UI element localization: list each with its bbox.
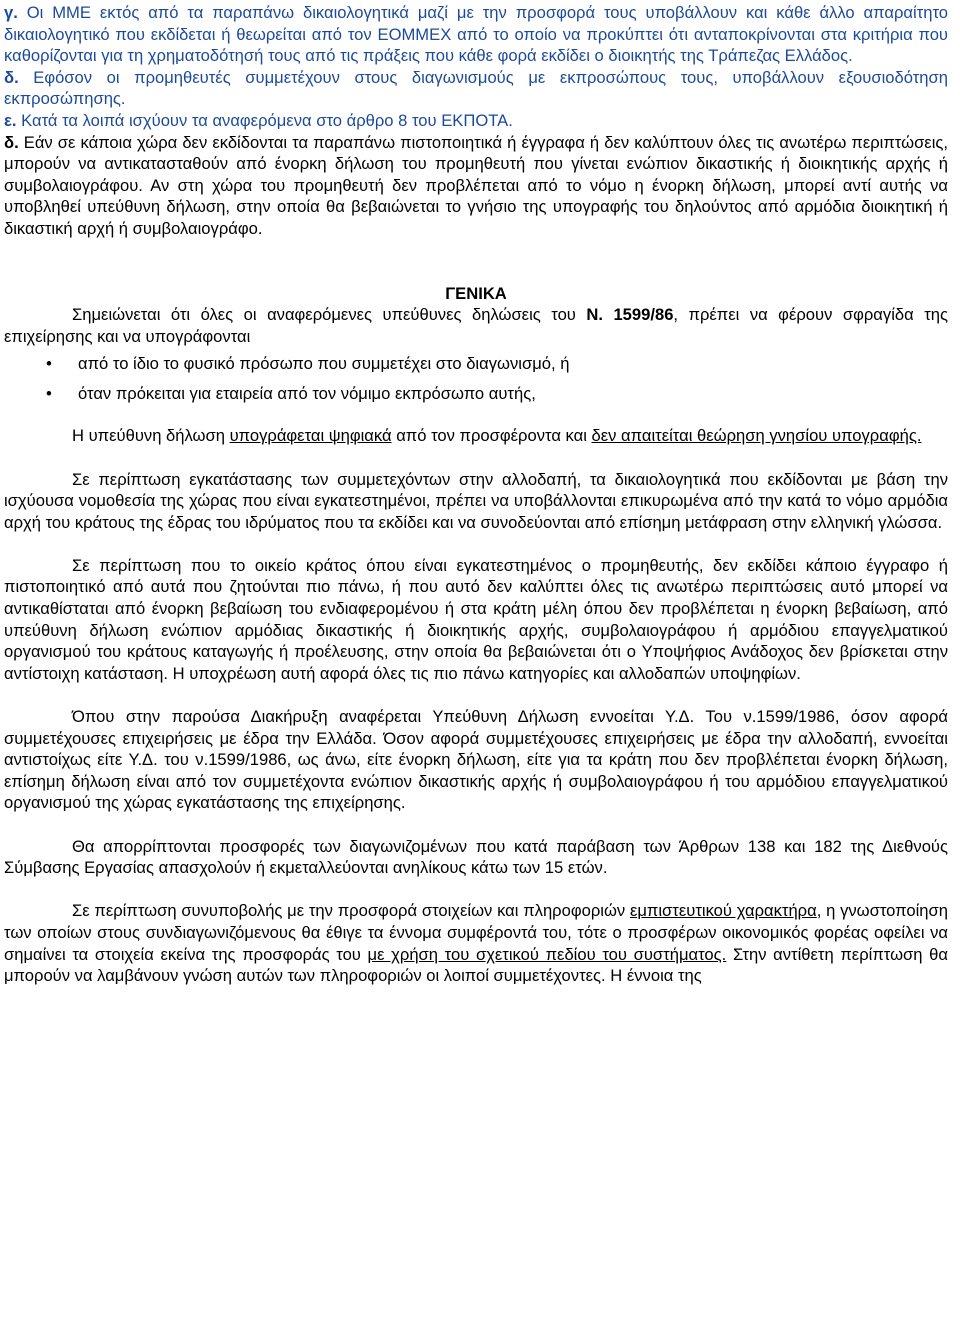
confidential-emphasis: εμπιστευτικού χαρακτήρα bbox=[629, 901, 817, 921]
bullet-icon: • bbox=[46, 354, 52, 374]
paragraph-child-labour: Θα απορρίπτονται προσφορές των διαγωνιζομένων που κατά παράβαση των Άρθρων 138 και 182 της Διεθνούς Σύμβασης Εργασίας απασχολούν ή εκμεταλλεύονται ανηλίκους κάτω των 15 ετών. bbox=[4, 836, 948, 878]
paragraph-gamma-text: Οι ΜΜΕ εκτός από τα παραπάνω δικαιολογητικά μαζί με την προσφορά τους υποβάλλουν και κάθε άλλο απαραίτητο δικαιολογητικό που εκδίδεται ή θεωρείται από τον ΕΟΜΜΕΧ από το οποίο να προκύπτει ότι ανταποκρίνονται στα κριτήρια που καθορίζονται για τη χρηματοδότησή τους από τις πράξεις που κάθε φορά εκδίδει ο διοικητής της Τράπεζας Ελλάδος. bbox=[4, 3, 948, 66]
paragraph-delta-representatives bbox=[4, 67, 948, 110]
item-label-gamma: γ. bbox=[4, 3, 18, 22]
item-label-delta-2: δ. bbox=[4, 132, 19, 152]
paragraph-epsilon bbox=[4, 110, 948, 132]
general-intro bbox=[4, 304, 948, 347]
paragraph-delta-sworn-statement bbox=[4, 132, 948, 240]
system-field-emphasis: με χρήση του σχετικού πεδίου του συστήματος. bbox=[367, 944, 727, 964]
law-abbrev: Ν. bbox=[586, 305, 603, 325]
section-heading-general: ΓΕΝΙΚΑ bbox=[445, 283, 507, 303]
law-space bbox=[603, 305, 613, 324]
general-intro-text: Σημειώνεται ότι όλες οι αναφερόμενες υπεύθυνες δηλώσεις του bbox=[72, 305, 587, 325]
no-authentication-emphasis: δεν απαιτείται θεώρηση γνησίου υπογραφής. bbox=[591, 426, 922, 446]
paragraph-confidential-info bbox=[4, 900, 948, 986]
list-item bbox=[4, 383, 948, 413]
list-item-text: από το ίδιο το φυσικό πρόσωπο που συμμετέχει στο διαγωνισμό, ή bbox=[78, 354, 570, 374]
signatory-list bbox=[4, 353, 948, 413]
paragraph-missing-documents: Σε περίπτωση που το οικείο κράτος όπου είναι εγκατεστημένος ο προμηθευτής, δεν εκδίδει κάποιο έγγραφο ή πιστοποιητικό από αυτά που ζητούνται πιο πάνω, ή που αυτό δεν καλύπτει όλες τις ανωτέρω περιπτώσεις αυτό μπορεί να αντικαθίσταται από ένορκη βεβαίωση του ενδιαφερομένου ή στα κράτη μέλη όπου δεν προβλέπεται η ένορκη βεβαίωση, από υπεύθυνη δήλωση ενώπιον αρμόδιας δικαστικής ή διοικητικής αρχής, συμβολαιογράφου ή αρμόδιου επαγγελματικού οργανισμού του κράτους καταγωγής ή προέλευσης, στην οποία θα βεβαιώνεται ότι ο Υποψήφιος Ανάδοχος δεν βρίσκεται στην αντίστοιχη κατάσταση. Η υποχρέωση αυτή αφορά όλες τις πιο πάνω κατηγορίες και αλλοδαπών υποψηφίων. bbox=[4, 555, 948, 683]
law-number: 1599/86 bbox=[613, 305, 674, 325]
signature-note bbox=[4, 425, 948, 447]
document-body bbox=[4, 2, 948, 987]
paragraph-declaration-definition: Όπου στην παρούσα Διακήρυξη αναφέρεται Υπεύθυνη Δήλωση εννοείται Υ.Δ. Του ν.1599/1986, όσον αφορά συμμετέχουσες επιχειρήσεις με έδρα την Ελλάδα. Όσον αφορά συμμετέχουσες επιχειρήσεις με έδρα την αλλοδαπή, εννοείται αντιστοίχως είτε Υ.Δ. του ν.1599/1986, ως άνω, είτε ένορκη δήλωση, είτε για τα κράτη που δεν προβλέπεται ένορκη δήλωση, επίσημη δήλωση είναι από τον συμμετέχοντα ενώπιον δικαστικής αρχής ή συμβολαιογράφου ή του αρμόδιου επαγγελματικού οργανισμού της χώρας εγκατάστασης της επιχείρησης. bbox=[4, 707, 948, 813]
item-label-delta: δ. bbox=[4, 67, 19, 87]
bullet-icon: • bbox=[46, 384, 52, 404]
signature-note-text: Η υπεύθυνη δήλωση bbox=[72, 426, 230, 446]
general-intro-text-end: , πρέπει να φέρουν σφραγίδα της επιχείρησης και να υπογράφονται bbox=[4, 305, 948, 346]
paragraph-gamma bbox=[4, 2, 948, 67]
paragraph-delta-text: Εφόσον οι προμηθευτές συμμετέχουν στους διαγωνισμούς με εκπροσώπους τους, υποβάλλουν εξουσιοδότηση εκπροσώπησης. bbox=[4, 67, 948, 109]
confidential-text-end: Στην αντίθετη περίπτωση θα μπορούν να λαμβάνουν γνώση αυτών των πληροφοριών οι λοιποί συμμετέχοντες. Η έννοια της bbox=[4, 944, 948, 986]
paragraph-abroad-documents: Σε περίπτωση εγκατάστασης των συμμετεχόντων στην αλλοδαπή, τα δικαιολογητικά που εκδίδονται με βάση την ισχύουσα νομοθεσία της χώρας που είναι εγκατεστημένοι, πρέπει να υποβάλλονται επικυρωμένα από την κατά το νόμο αρμόδια αρχή του κράτους της έδρας του ιδρύματος που τα εκδίδει και να συνοδεύονται από επίσημη μετάφραση στην ελληνική γλώσσα. bbox=[4, 469, 948, 532]
list-item-text: όταν πρόκειται για εταιρεία από τον νόμιμο εκπρόσωπο αυτής, bbox=[78, 384, 536, 404]
paragraph-delta-2-text: Εάν σε κάποια χώρα δεν εκδίδονται τα παραπάνω πιστοποιητικά ή έγγραφα ή δεν καλύπτουν όλες τις ανωτέρω περιπτώσεις, μπορούν να αντικατασταθούν από ένορκη δήλωση του προμηθευτή που γίνεται ενώπιον δικαστικής ή διοικητικής αρχής ή συμβολαιογράφου. Αν στη χώρα του προμηθευτή δεν προβλέπεται από το νόμο η ένορκη δήλωση, μπορεί αντί αυτής να υποβληθεί υπεύθυνη δήλωση, στην οποία θα βεβαιώνεται το γνήσιο της υπογραφής του δηλούντος από αρμόδια διοικητική ή δικαστική αρχή ή συμβολαιογράφο. bbox=[4, 132, 948, 238]
item-label-epsilon: ε. bbox=[4, 110, 17, 130]
confidential-text: Σε περίπτωση συνυποβολής με την προσφορά στοιχείων και πληροφοριών bbox=[72, 901, 630, 921]
signature-note-mid: από τον προσφέροντα και bbox=[391, 426, 592, 446]
digital-signature-emphasis: υπογράφεται ψηφιακά bbox=[229, 426, 392, 446]
list-item bbox=[4, 353, 948, 383]
paragraph-epsilon-text: Κατά τα λοιπά ισχύουν τα αναφερόμενα στο άρθρο 8 του ΕΚΠΟΤΑ. bbox=[16, 110, 513, 130]
confidential-text-mid: , η γνωστοποίηση των οποίων στους συνδιαγωνιζόμενους θα έθιγε τα έννομα συμφέροντά του, τότε ο προσφέρων οικονομικός φορέας οφείλει να σημαίνει τα στοιχεία εκείνα της προσφοράς του bbox=[4, 901, 948, 964]
